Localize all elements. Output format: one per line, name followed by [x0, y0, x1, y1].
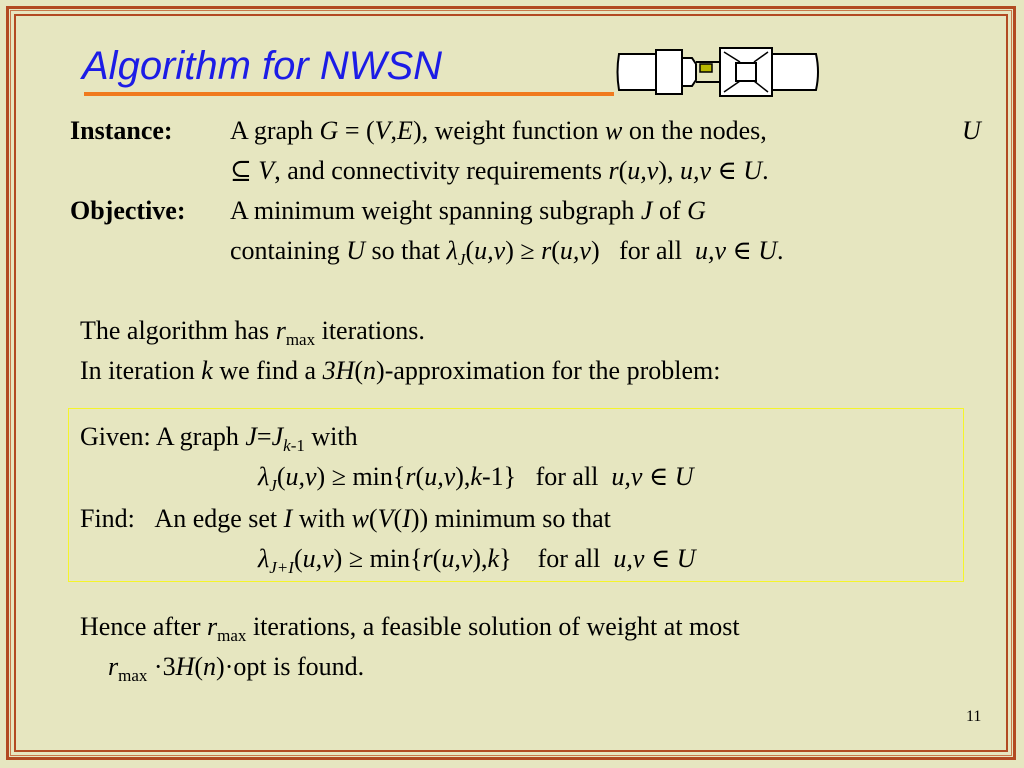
given-condition: $\lambda_J(u,v) \ge \min\{r(u,v),k-1\}$ for all u,v ∈ U [258, 462, 694, 496]
instance-label: Instance: [70, 116, 173, 145]
page-number: 11 [966, 708, 982, 725]
conclusion-line-1: Hence after $r_{max}$ iterations, a feasible solution of weight at most [80, 612, 740, 646]
find-line: Find: An edge set I with w(V(I)) minimum so that [80, 504, 611, 533]
find-condition: $\lambda_{J+I}(u,v) \ge \min\{r(u,v),k\}$ for all u,v ∈ U [258, 544, 696, 578]
conclusion-line-2: $r_{max} \cdot 3H(n)\cdot opt$ is found. [108, 652, 365, 686]
approximation-text: In iteration k we find a 3H(n)-approximation for the problem: [80, 356, 721, 385]
objective-line-2: containing U so that $\lambda_J(u,v) \ge r(u,v)$ for all u,v ∈ U. [230, 236, 784, 270]
objective-label: Objective: [70, 196, 186, 225]
slide-title: Algorithm for NWSN [82, 44, 443, 88]
objective-line-1: A minimum weight spanning subgraph J of G [230, 196, 706, 225]
instance-set-u: U [962, 116, 981, 145]
title-underline [84, 92, 614, 96]
given-line: Given: A graph $J=J_{k-1}$ with [80, 422, 358, 456]
instance-line-1: A graph G = (V,E), weight function w on the nodes, [230, 116, 767, 145]
iterations-text: The algorithm has $r_{max}$ iterations. [80, 316, 425, 350]
instance-line-2: ⊆ V, and connectivity requirements r(u,v), u,v ∈ U. [230, 156, 769, 185]
seatbelt-buckle-icon [616, 44, 820, 100]
